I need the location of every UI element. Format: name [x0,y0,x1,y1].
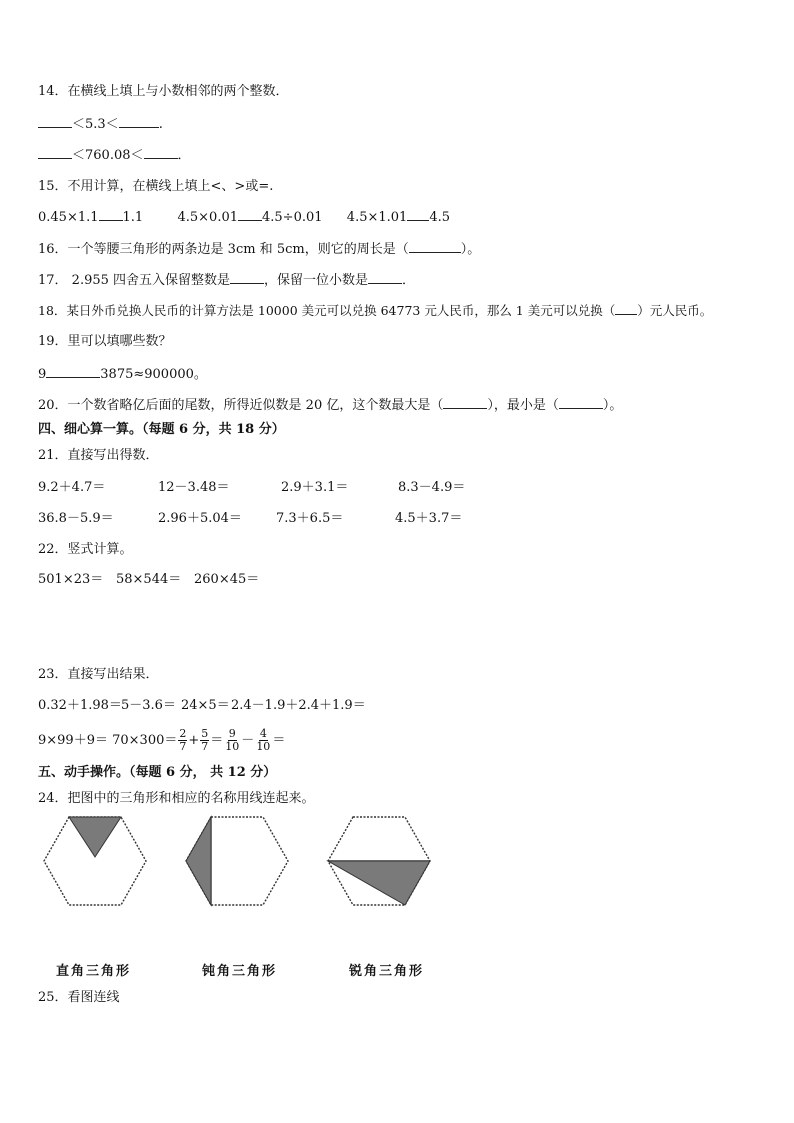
section-4-heading: 四、细心算一算。（每题 6 分，共 18 分） [38,422,285,437]
q21-r2-c4: 4.5＋3.7＝ [395,511,463,526]
q23-r1-c1: 0.32＋1.98＝ [38,698,122,713]
q15-a-left: 0.45×1.1 [38,210,99,225]
q14-line1-end: . [158,117,163,132]
hexagon-figure-3[interactable] [326,815,432,907]
q21-r1-c1: 9.2＋4.7＝ [38,480,106,495]
q14-line1 [38,115,163,134]
answer-blank[interactable] [38,115,72,128]
q21-r1-c3: 2.9＋3.1＝ [281,480,349,495]
q15-title: 15．不用计算，在横线上填上<、>或=. [38,179,274,194]
q21-r2-c3: 7.3＋6.5＝ [276,511,344,526]
q14-line2-end: ． [177,148,191,163]
q23-row2 [38,723,285,759]
answer-blank[interactable] [615,302,637,315]
answer-blank[interactable] [559,396,603,409]
equals-sign: ＝ [210,733,224,748]
answer-blank[interactable] [238,208,262,221]
q21-title: 21．直接写出得数． [38,448,159,463]
q19-end: 3875≈900000。 [100,367,207,382]
q17 [38,271,415,290]
q24-title: 24．把图中的三角形和相应的名称用线连起来。 [38,791,315,806]
q21-r2-c1: 36.8－5.9＝ [38,511,114,526]
q21-r1-c4: 8.3－4.9＝ [398,480,466,495]
q15-b-right: 4.5÷0.01 [262,210,323,225]
answer-blank[interactable] [144,146,178,159]
answer-blank[interactable] [409,240,461,253]
q23-r1-c2: 5－3.6＝ [121,698,176,713]
q15-c-left: 4.5×1.01 [346,210,408,225]
q14-line1-mid: ＜5.3＜ [72,117,119,132]
answer-blank[interactable] [119,115,159,128]
q23-r1-c3: 24×5＝ [181,698,230,713]
q16-text: 16．一个等腰三角形的两条边是 3cm 和 5cm，则它的周长是（ [38,242,409,257]
label-right-triangle[interactable]: 直角三角形 [56,964,132,979]
fraction: $\frac{2}{7}$ [179,727,187,753]
q20-mid: ），最小是（ [487,398,559,413]
q17-mid: ，保留一位小数是 [264,273,369,288]
q19-start: 9 [38,367,47,382]
q19-title: 19．里可以填哪些数？ [38,334,172,349]
q22-title: 22．竖式计算。 [38,542,133,557]
q15-b-left: 4.5×0.01 [177,210,238,225]
q17-end: ． [402,273,416,288]
answer-blank[interactable] [38,146,72,159]
plus-sign: + [188,733,200,748]
q15-c-right: 4.5 [429,210,450,225]
answer-blank[interactable] [368,271,402,284]
hexagon-figure-2[interactable] [184,815,290,907]
q20-text: 20．一个数省略亿后面的尾数，所得近似数是 20 亿，这个数最大是（ [38,398,444,413]
fraction: $\frac{5}{7}$ [201,727,209,753]
q18-text: 18．某日外币兑换人民币的计算方法是 10000 美元可以兑换 64773 元人民币，那么 1 美元可以兑换（ [38,303,616,318]
section-5-heading: 五、动手操作。（每题 6 分， 共 12 分） [38,765,277,780]
answer-blank[interactable] [407,208,429,221]
q22-item-2: 58×544＝ [116,572,182,587]
fraction: $\frac{4}{10}$ [256,727,271,753]
q15-a-right: 1.1 [122,210,144,225]
q16-end: ）。 [460,242,481,257]
q23-r1-c4: 2.4－1.9＋2.4＋1.9＝ [231,698,366,713]
q18-end: ）元人民币。 [637,303,713,318]
q19-line [38,365,207,384]
answer-blank[interactable] [230,271,264,284]
q25-title: 25．看图连线 [38,990,120,1005]
q21-r2-c2: 2.96＋5.04＝ [158,511,242,526]
q21-r1-c2: 12－3.48＝ [158,480,230,495]
answer-blank[interactable] [99,208,123,221]
q14-line2-mid: ＜760.08＜ [72,148,144,163]
q14-line2 [38,146,191,165]
q16 [38,240,480,259]
q14-title: 14．在横线上填上与小数相邻的两个整数． [38,84,289,99]
answer-blank[interactable] [443,396,487,409]
answer-blank[interactable] [46,365,100,378]
q20 [38,396,622,415]
hexagon-figure-1[interactable] [42,815,148,907]
q22-item-1: 501×23＝ [38,572,104,587]
q20-end: ）。 [602,398,623,413]
label-acute-triangle[interactable]: 锐角三角形 [349,964,425,979]
label-obtuse-triangle[interactable]: 钝角三角形 [202,964,278,979]
q17-text: 17． 2.955 四舍五入保留整数是 [38,273,231,288]
q23-r2-a: 9×99＋9＝ [38,733,108,748]
q18 [38,302,712,320]
q22-item-3: 260×45＝ [194,572,260,587]
q23-r2-b: 70×300＝ [112,733,178,748]
minus-sign: － [241,733,255,748]
fraction: $\frac{9}{10}$ [225,727,240,753]
equals-sign: ＝ [272,733,286,748]
q15-items [38,208,450,227]
q23-title: 23．直接写出结果． [38,667,159,682]
